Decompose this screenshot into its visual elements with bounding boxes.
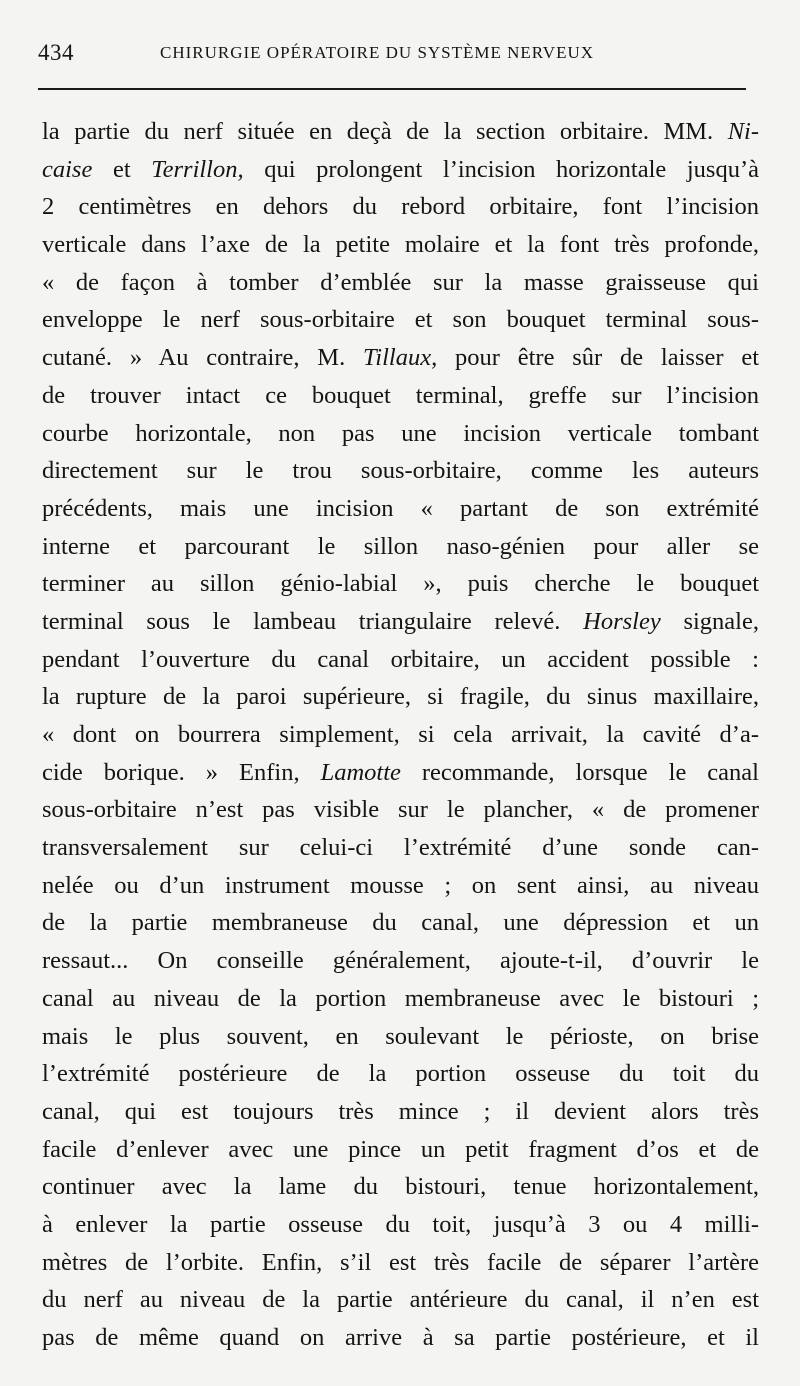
text-segment: l’extrémité postérieure de la portion osseuse du toit du [42,1060,759,1088]
italic-text: Horsley [583,607,661,635]
text-segment: cutané. » Au contraire, M. [42,344,364,372]
text-line [42,490,759,528]
page-number: 434 [38,40,74,65]
text-segment: 2 centimètres en dehors du rebord orbitaire, font l’incision [42,193,759,221]
text-segment: pour être sûr de laisser et [437,344,760,372]
text-line [42,415,759,453]
text-segment: à enlever la partie osseuse du toit, jusqu’à 3 ou 4 milli- [42,1210,759,1238]
text-segment: du nerf au niveau de la partie antérieure du canal, il n’en est [42,1286,759,1314]
text-segment: mètres de l’orbite. Enfin, s’il est très facile de séparer l’artère [42,1248,759,1276]
text-line [42,791,759,829]
text-segment: de la partie membraneuse du canal, une dépression et un [42,909,759,937]
text-segment: nelée ou d’un instrument mousse ; on sent ainsi, au niveau [42,871,759,899]
text-line [42,301,759,339]
text-line [42,716,759,754]
text-line [42,1206,759,1244]
italic-text: Terrillon, [151,155,244,183]
text-line [42,603,759,641]
text-line [42,904,759,942]
text-segment: la partie du nerf située en deçà de la section orbitaire. MM. [42,118,728,145]
text-segment: terminal sous le lambeau triangulaire relevé. [42,607,584,635]
italic-text: Tillaux, [363,344,438,372]
text-line [42,678,759,716]
text-line [42,339,759,377]
text-line [42,1168,759,1206]
italic-text: Ni- [727,118,759,145]
text-line [42,528,759,566]
text-line [42,980,759,1018]
text-segment: ressaut... On conseille généralement, ajoute-t-il, d’ouvrir le [42,947,759,975]
text-segment: précédents, mais une incision « partant de son extrémité [42,494,759,522]
text-line [42,151,759,189]
text-line [42,1244,759,1282]
text-line [42,113,759,151]
text-line [42,641,759,679]
text-segment: « dont on bourrera simplement, si cela arrivait, la cavité d’a- [42,721,759,748]
text-line [42,1018,759,1056]
text-segment: sous-orbitaire n’est pas visible sur le plancher, « de promener [42,796,759,824]
italic-text: Lamotte [320,758,401,786]
text-line [42,565,759,603]
text-segment: la rupture de la paroi supérieure, si fragile, du sinus maxillaire, [42,683,759,711]
text-segment: « de façon à tomber d’emblée sur la masse graisseuse qui [42,268,759,296]
text-segment: directement sur le trou sous-orbitaire, comme les auteurs [42,457,759,485]
text-line [42,1055,759,1093]
text-line [42,829,759,867]
text-segment: facile d’enlever avec une pince un petit fragment d’os et de [42,1135,759,1163]
text-line [42,188,759,226]
text-line [42,867,759,905]
text-segment: terminer au sillon génio-labial », puis cherche le bouquet [42,570,759,598]
italic-text: caise [42,155,93,183]
text-line [42,1281,759,1319]
text-segment: pendant l’ouverture du canal orbitaire, un accident possible : [42,645,759,673]
text-line [42,264,759,302]
text-line [42,377,759,415]
text-segment: signale, [660,607,759,635]
text-segment: de trouver intact ce bouquet terminal, greffe sur l’incision [42,381,759,409]
text-line [42,226,759,264]
text-line [42,1131,759,1169]
text-segment: courbe horizontale, non pas une incision verticale tombant [42,419,759,447]
text-segment: transversalement sur celui-ci l’extrémité d’une sonde can- [42,834,759,862]
text-segment: mais le plus souvent, en soulevant le périoste, on brise [42,1022,759,1050]
text-line [42,1319,759,1357]
text-segment: enveloppe le nerf sous-orbitaire et son bouquet terminal sous- [42,306,759,334]
text-segment: qui prolongent l’incision horizontale jusqu’à [243,155,759,183]
text-segment: continuer avec la lame du bistouri, tenue horizontalement, [42,1173,759,1201]
text-segment: et [92,155,152,183]
text-segment: pas de même quand on arrive à sa partie postérieure, et il [42,1324,759,1351]
text-line [42,754,759,792]
text-line [42,942,759,980]
text-line [42,452,759,490]
running-title: CHIRURGIE OPÉRATOIRE DU SYSTÈME NERVEUX [160,43,595,62]
text-line [42,1093,759,1131]
text-segment: canal au niveau de la portion membraneuse avec le bistouri ; [42,984,759,1012]
text-segment: cide borique. » Enfin, [42,758,321,786]
text-segment: interne et parcourant le sillon naso-génien pour aller se [42,532,759,560]
header-rule [38,88,746,90]
text-segment: recommande, lorsque le canal [400,758,759,786]
text-segment: verticale dans l’axe de la petite molaire et la font très profonde, [42,231,759,259]
page-header [38,40,748,70]
body-text [42,113,759,1357]
text-segment: canal, qui est toujours très mince ; il devient alors très [42,1097,759,1125]
